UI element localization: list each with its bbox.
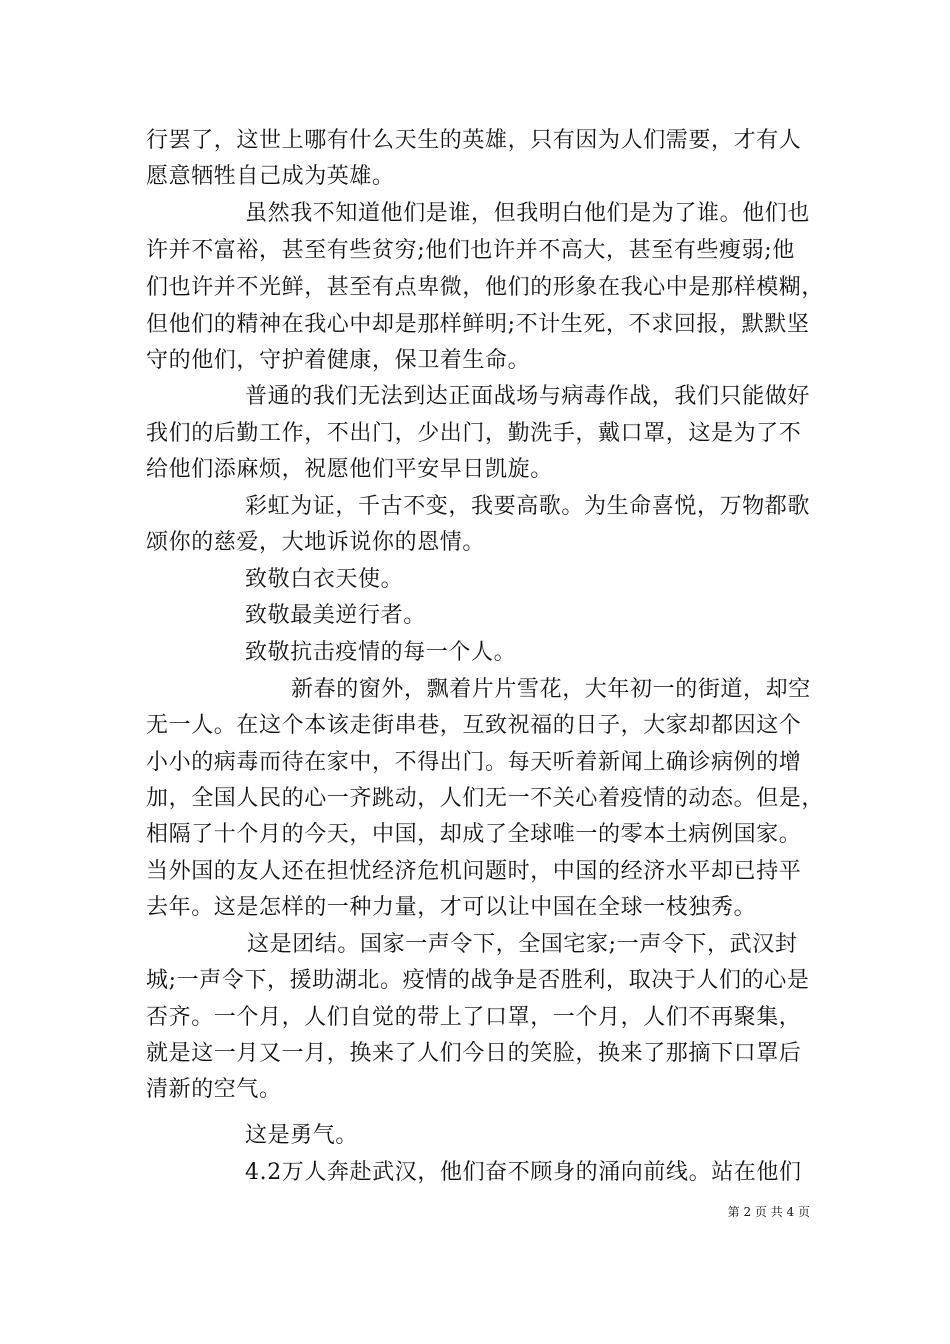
- text-line: 当外国的友人还在担忧经济危机问题时，中国的经济水平却已持平: [146, 859, 802, 884]
- text-line: 无一人。在这个本该走街串巷，互致祝福的日子，大家却都因这个: [146, 713, 802, 738]
- text-line: 愿意牺牲自己成为英雄。: [146, 164, 395, 189]
- text-line: 就是这一月又一月，换来了人们今日的笑脸，换来了那摘下口罩后: [146, 1041, 802, 1066]
- text-line: 我们的后勤工作，不出门，少出门，勤洗手，戴口罩，这是为了不: [146, 421, 802, 446]
- text-line: 们也许并不光鲜，甚至有点卑微，他们的形象在我心中是那样模糊，: [146, 275, 825, 300]
- text-line: 致敬抗击疫情的每一个人。: [245, 640, 517, 665]
- text-line: 虽然我不知道他们是谁，但我明白他们是为了谁。他们也: [245, 201, 811, 226]
- text-line: 清新的空气。: [146, 1077, 282, 1102]
- text-line: 行罢了，这世上哪有什么天生的英雄，只有因为人们需要，才有人: [146, 128, 802, 153]
- text-line: 致敬白衣天使。: [245, 567, 404, 592]
- text-line: 普通的我们无法到达正面战场与病毒作战，我们只能做好: [245, 384, 811, 409]
- text-line: 这是团结。国家一声令下，全国宅家;一声令下，武汉封: [247, 932, 798, 957]
- text-line: 相隔了十个月的今天，中国，却成了全球唯一的零本土病例国家。: [146, 822, 802, 847]
- text-line: 新春的窗外，飘着片片雪花，大年初一的街道，却空: [291, 677, 811, 702]
- text-line: 小小的病毒而待在家中，不得出门。每天听着新闻上确诊病例的增: [146, 750, 802, 775]
- text-line: 许并不富裕，甚至有些贫穷;他们也许并不高大，甚至有些瘦弱;他: [146, 238, 795, 263]
- text-line: 致敬最美逆行者。: [245, 603, 426, 628]
- page-number: 第 2 页 共 4 页: [727, 1205, 810, 1219]
- text-line: 加，全国人民的心一齐跳动，人们无一不关心着疫情的动态。但是，: [146, 786, 825, 811]
- text-line: 城;一声令下，援助湖北。疫情的战争是否胜利，取决于人们的心是: [146, 968, 810, 993]
- text-line: 4.2万人奔赴武汉，他们奋不顾身的涌向前线。站在他们: [245, 1160, 802, 1185]
- text-line: 彩虹为证，千古不变，我要高歌。为生命喜悦，万物都歌: [245, 494, 811, 519]
- text-line: 去年。这是怎样的一种力量，才可以让中国在全球一枝独秀。: [146, 895, 757, 920]
- text-line: 但他们的精神在我心中却是那样鲜明;不计生死，不求回报，默默坚: [146, 312, 810, 337]
- text-line: 颂你的慈爱，大地诉说你的恩情。: [146, 530, 486, 555]
- text-line: 守的他们，守护着健康，保卫着生命。: [146, 348, 531, 373]
- text-line: 给他们添麻烦，祝愿他们平安早日凯旋。: [146, 457, 553, 482]
- text-line: 这是勇气。: [245, 1123, 359, 1148]
- text-line: 否齐。一个月，人们自觉的带上了口罩，一个月，人们不再聚集，: [146, 1005, 802, 1030]
